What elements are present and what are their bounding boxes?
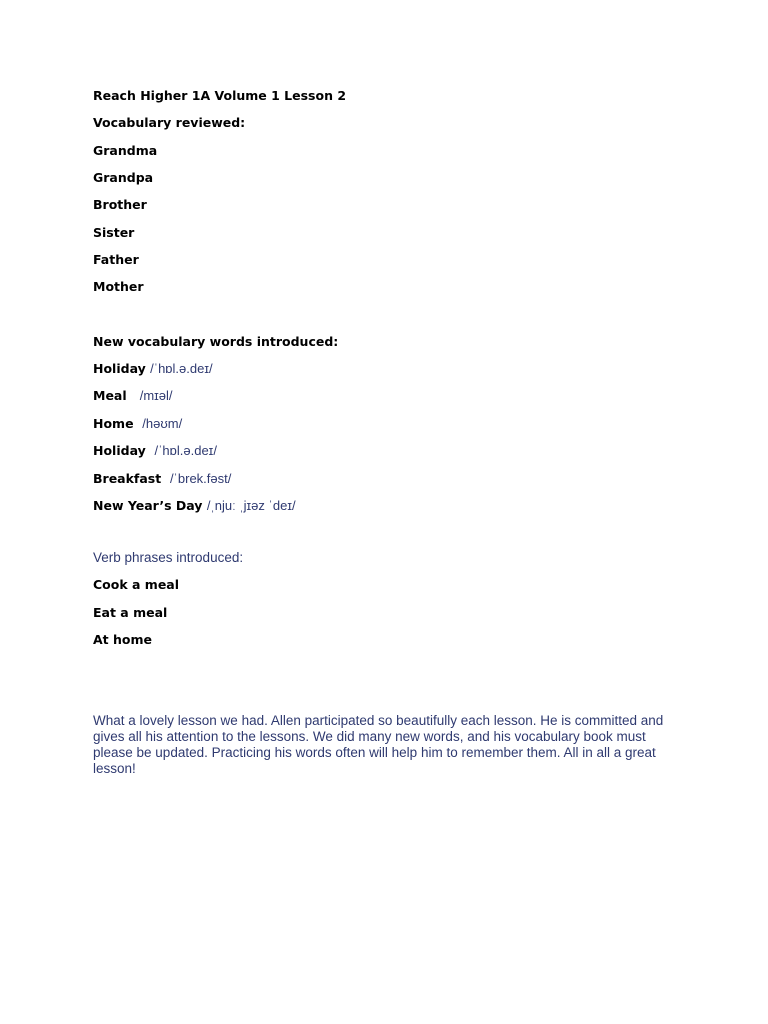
reviewed-word: Grandpa (93, 170, 154, 185)
new-word: Breakfast (93, 471, 162, 486)
new-word-ipa: /ˈhɒl.ə.deɪ/ (154, 443, 217, 458)
new-word-ipa: /həʊm/ (142, 416, 183, 431)
new-word-ipa: /ˈbrek.fəst/ (169, 471, 232, 486)
new-vocab-heading: New vocabulary words introduced: (93, 334, 339, 349)
reviewed-word: Mother (93, 279, 144, 294)
new-word-row (93, 416, 182, 432)
reviewed-heading: Vocabulary reviewed: (93, 115, 246, 130)
verb-phrase: Eat a meal (93, 605, 168, 620)
document-title: Reach Higher 1A Volume 1 Lesson 2 (93, 88, 347, 103)
new-word: Holiday (93, 361, 146, 376)
new-word: New Year’s Day (93, 498, 203, 513)
new-word-row (93, 388, 173, 404)
verb-phrases-heading: Verb phrases introduced: (93, 550, 244, 565)
reviewed-word: Brother (93, 197, 147, 212)
reviewed-word: Father (93, 252, 139, 267)
reviewed-word: Grandma (93, 143, 158, 158)
lesson-comment: What a lovely lesson we had. Allen participated so beautifully each lesson. He is committed and gives all his attention to the lessons. We did many new words, and his vocabulary book must please be updated. Practicing his words often will help him to remember them. All in all a great lesson! (93, 713, 664, 776)
new-word-ipa: /ˌnjuː ˌjɪəz ˈdeɪ/ (206, 498, 296, 513)
new-word-row (93, 498, 296, 514)
new-word: Meal (93, 388, 127, 403)
verb-phrase: Cook a meal (93, 577, 180, 592)
new-word-row (93, 361, 213, 377)
new-word-ipa: /ˈhɒl.ə.deɪ/ (150, 361, 213, 376)
new-word-ipa: /mɪəl/ (139, 388, 173, 403)
verb-phrase: At home (93, 632, 152, 647)
new-word: Holiday (93, 443, 146, 458)
new-word-row (93, 443, 217, 459)
reviewed-word: Sister (93, 225, 135, 240)
new-word: Home (93, 416, 134, 431)
new-word-row (93, 471, 231, 487)
